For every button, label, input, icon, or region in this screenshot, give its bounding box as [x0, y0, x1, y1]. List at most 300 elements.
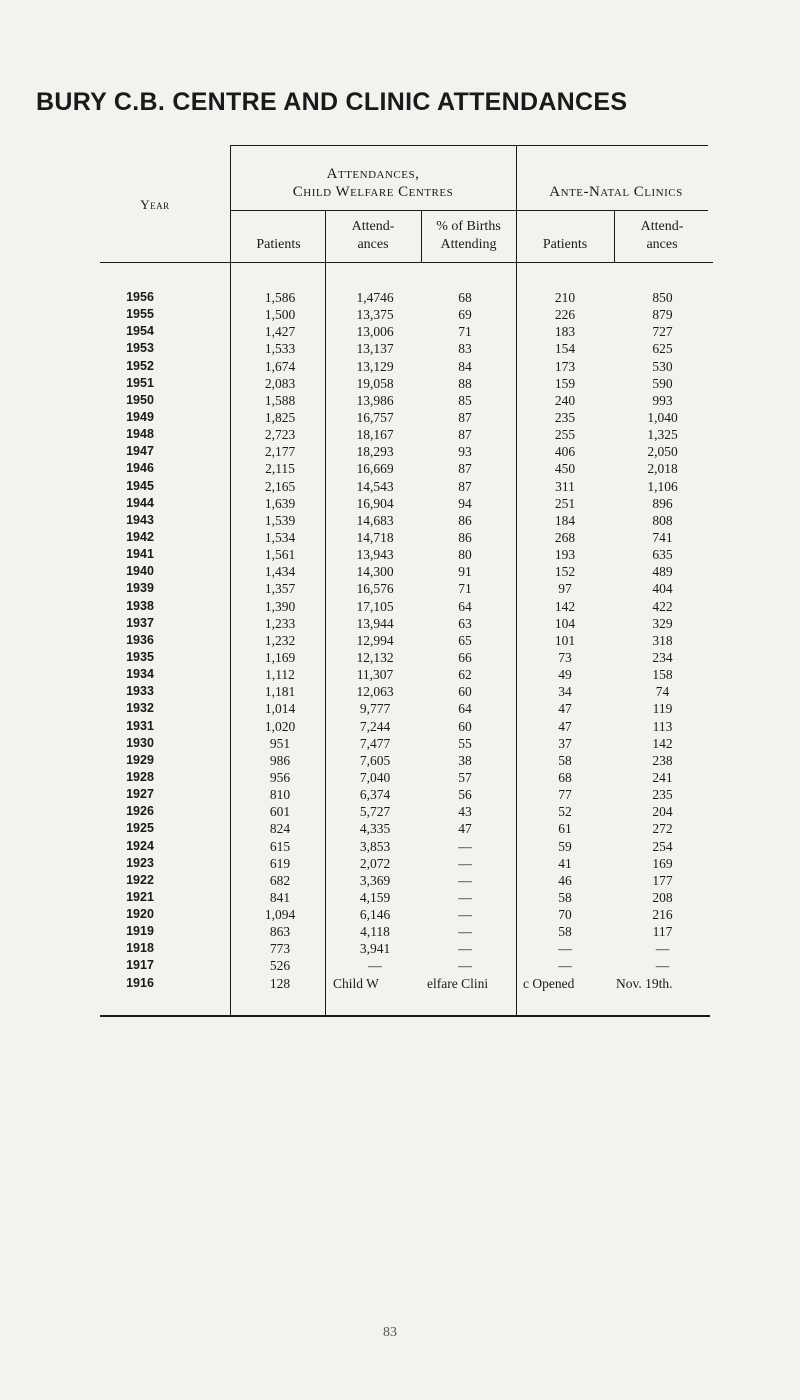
- anc-patients-cell: 61: [558, 821, 572, 837]
- anc-patients-cell: 37: [558, 735, 572, 751]
- cwc-attendances-cell: 3,369: [359, 872, 391, 888]
- anc-attendances-cell: 234: [652, 649, 673, 665]
- pct-births-cell: 84: [458, 358, 472, 374]
- year-cell: 1917: [126, 958, 154, 973]
- anc-attendances-cell: 117: [652, 924, 673, 940]
- anc-patients-cell: 240: [554, 392, 576, 408]
- cwc-patients-cell: 1,094: [264, 907, 296, 923]
- anc-attendances-cell: —: [655, 958, 670, 974]
- clinic-opened-note-part: c Opened: [523, 975, 575, 991]
- pct-births-cell: 71: [458, 581, 472, 597]
- anc-patients-cell: 255: [554, 427, 576, 443]
- cwc-attendances-cell: 16,576: [356, 581, 394, 597]
- cwc-attendances-cell: 7,477: [359, 735, 391, 751]
- anc-patients-cell: 97: [558, 581, 572, 597]
- table-row: [0, 580, 800, 597]
- anc-patients-cell: 154: [554, 341, 576, 357]
- pct-births-cell: —: [458, 941, 472, 957]
- year-cell: 1927: [126, 787, 154, 802]
- pct-births-cell: 47: [458, 821, 472, 837]
- pct-births-cell: 63: [458, 615, 472, 631]
- anc-attendances-cell: 530: [652, 358, 673, 374]
- pct-births-cell: 60: [458, 718, 472, 734]
- table-row: [0, 546, 800, 563]
- year-cell: 1938: [126, 598, 154, 613]
- table-row: [0, 615, 800, 632]
- year-cell: 1933: [126, 684, 154, 699]
- cwc-patients-cell: 1,232: [264, 632, 296, 648]
- table-row: [0, 906, 800, 923]
- anc-attendances-cell: 489: [652, 564, 673, 580]
- anc-patients-header: Patients: [542, 237, 588, 252]
- anc-attendances-cell: 74: [655, 684, 670, 700]
- anc-attendances-cell: 204: [652, 804, 673, 820]
- cwc-attendances-cell: 14,683: [356, 512, 394, 528]
- anc-patients-cell: 52: [558, 804, 572, 820]
- cwc-attendances-cell: 18,167: [356, 427, 394, 443]
- cwc-patients-cell: 841: [269, 889, 291, 905]
- anc-attendances-cell: 850: [652, 290, 673, 305]
- pct-births-cell: 71: [458, 324, 472, 340]
- table-row: [0, 495, 800, 512]
- cwc-patients-cell: 1,390: [264, 598, 296, 614]
- pct-births-cell: 87: [458, 478, 472, 494]
- pct-births-cell: 66: [458, 649, 472, 665]
- anc-patients-cell: 49: [558, 667, 572, 683]
- cwc-patients-cell: 810: [269, 787, 291, 803]
- cwc-attendances-cell: 12,063: [356, 684, 394, 700]
- cwc-patients-cell: 1,534: [264, 529, 296, 545]
- cwc-patients-cell: 1,500: [264, 307, 296, 323]
- cwc-attendances-cell: 4,159: [359, 889, 391, 905]
- cwc-attendances-cell: 13,129: [356, 358, 394, 374]
- pct-births-cell: 65: [458, 632, 472, 648]
- year-cell: 1918: [126, 941, 154, 956]
- cwc-group-header-line2: Child Welfare Centres: [292, 184, 454, 200]
- anc-attendances-cell: 1,040: [647, 409, 678, 425]
- pct-births-header-line1: % of Births: [436, 219, 501, 234]
- year-cell: 1943: [126, 512, 154, 527]
- pct-births-cell: —: [458, 907, 472, 923]
- cwc-attendances-cell: 13,943: [356, 547, 394, 563]
- anc-attendances-cell: 142: [652, 735, 673, 751]
- table-row: [0, 375, 800, 392]
- cwc-patients-cell: 128: [269, 975, 291, 991]
- cwc-patients-cell: 1,825: [264, 409, 296, 425]
- year-cell: 1954: [126, 324, 154, 339]
- table-row: [0, 443, 800, 460]
- cwc-patients-header: Patients: [256, 237, 301, 252]
- year-cell: 1939: [126, 581, 154, 596]
- year-cell: 1926: [126, 804, 154, 819]
- cwc-patients-cell: 1,020: [264, 718, 296, 734]
- pct-births-cell: 64: [458, 701, 472, 717]
- clinic-opened-note-part: Child W: [333, 975, 379, 991]
- table-row: [0, 289, 800, 306]
- cwc-attendances-cell: 6,374: [359, 787, 391, 803]
- anc-attendances-cell: 119: [652, 701, 673, 717]
- anc-patients-cell: 184: [554, 512, 576, 528]
- cwc-patients-cell: 1,181: [264, 684, 296, 700]
- anc-patients-cell: 58: [558, 752, 572, 768]
- cwc-attendances-cell: 16,757: [356, 409, 394, 425]
- anc-patients-cell: 58: [558, 889, 572, 905]
- year-cell: 1947: [126, 444, 154, 459]
- anc-patients-cell: 311: [555, 478, 575, 494]
- anc-attendances-cell: 169: [652, 855, 673, 871]
- anc-patients-cell: 41: [558, 855, 572, 871]
- cwc-patients-cell: 1,586: [264, 290, 296, 305]
- pct-births-cell: 56: [458, 787, 472, 803]
- year-cell: 1929: [126, 752, 154, 767]
- cwc-patients-cell: 2,723: [264, 427, 296, 443]
- anc-patients-cell: 193: [554, 547, 576, 563]
- pct-births-cell: 38: [458, 752, 472, 768]
- year-cell: 1953: [126, 341, 154, 356]
- anc-attendances-cell: 208: [652, 889, 673, 905]
- year-cell: 1956: [126, 290, 154, 304]
- anc-attendances-cell: 254: [652, 838, 673, 854]
- year-cell: 1950: [126, 392, 154, 407]
- page-title: BURY C.B. CENTRE AND CLINIC ATTENDANCES: [36, 88, 628, 116]
- cwc-attendances-cell: 14,718: [356, 529, 394, 545]
- anc-patients-cell: 159: [554, 375, 576, 391]
- anc-patients-cell: 226: [554, 307, 576, 323]
- cwc-attendances-cell: 3,853: [359, 838, 391, 854]
- year-cell: 1916: [126, 975, 154, 990]
- anc-attendances-cell: 2,050: [647, 444, 678, 460]
- cwc-attendances-cell: 13,944: [356, 615, 394, 631]
- anc-patients-cell: 46: [558, 872, 572, 888]
- year-cell: 1931: [126, 718, 154, 733]
- pct-births-cell: 64: [458, 598, 472, 614]
- anc-attendances-cell: 238: [652, 752, 673, 768]
- table-row-final: [0, 975, 800, 992]
- anc-attendances-cell: 318: [652, 632, 673, 648]
- table-row: [0, 358, 800, 375]
- anc-attendances-cell: 177: [652, 872, 673, 888]
- cwc-attendances-cell: 2,072: [359, 855, 391, 871]
- anc-attendances-cell: 158: [652, 667, 673, 683]
- pct-births-cell: 87: [458, 461, 472, 477]
- cwc-patients-cell: 1,233: [264, 615, 296, 631]
- cwc-patients-cell: 1,434: [264, 564, 296, 580]
- anc-patients-cell: 183: [554, 324, 576, 340]
- pct-births-cell: 87: [458, 409, 472, 425]
- anc-attendances-cell: 590: [652, 375, 673, 391]
- cwc-patients-cell: 1,357: [264, 581, 296, 597]
- cwc-group-header-line1: Attendances,: [326, 166, 420, 182]
- cwc-patients-cell: 601: [269, 804, 291, 820]
- cwc-attendances-cell: 16,669: [356, 461, 394, 477]
- cwc-patients-cell: 986: [269, 752, 291, 768]
- cwc-attendances-cell: 11,307: [356, 667, 394, 683]
- anc-patients-cell: 142: [554, 598, 576, 614]
- cwc-patients-cell: 2,165: [264, 478, 296, 494]
- cwc-patients-cell: 2,083: [264, 375, 296, 391]
- year-cell: 1920: [126, 907, 154, 922]
- year-cell: 1944: [126, 495, 154, 510]
- year-cell: 1940: [126, 564, 154, 579]
- table-row: [0, 889, 800, 906]
- year-cell: 1955: [126, 307, 154, 322]
- table-row: [0, 872, 800, 889]
- anc-patients-cell: 210: [554, 290, 576, 305]
- cwc-attendances-cell: —: [368, 958, 382, 974]
- cwc-attendances-cell: 16,904: [356, 495, 394, 511]
- anc-patients-cell: 450: [554, 461, 576, 477]
- anc-patients-cell: 406: [554, 444, 576, 460]
- anc-attendances-cell: 241: [652, 769, 673, 785]
- cwc-attendances-cell: 13,006: [356, 324, 394, 340]
- table-row: [0, 306, 800, 323]
- anc-attendances-header-line2: ances: [646, 237, 678, 252]
- anc-attendances-cell: 1,325: [647, 427, 678, 443]
- anc-attendances-cell: 879: [652, 307, 673, 323]
- table-row: [0, 786, 800, 803]
- table-row: [0, 718, 800, 735]
- table-row: [0, 409, 800, 426]
- anc-patients-cell: 59: [558, 838, 572, 854]
- anc-attendances-cell: 216: [652, 907, 673, 923]
- year-cell: 1951: [126, 375, 154, 390]
- year-cell: 1936: [126, 632, 154, 647]
- anc-patients-cell: 73: [558, 649, 572, 665]
- cwc-patients-cell: 824: [269, 821, 291, 837]
- pct-births-cell: 80: [458, 547, 472, 563]
- table-row: [0, 700, 800, 717]
- cwc-attendances-cell: 12,132: [356, 649, 394, 665]
- table-row: [0, 940, 800, 957]
- pct-births-cell: 86: [458, 529, 472, 545]
- cwc-attendances-cell: 4,335: [359, 821, 391, 837]
- anc-attendances-cell: 404: [652, 581, 673, 597]
- table-row: [0, 632, 800, 649]
- table-row: [0, 649, 800, 666]
- year-cell: 1945: [126, 478, 154, 493]
- year-cell: 1952: [126, 358, 154, 373]
- cwc-patients-cell: 956: [269, 769, 291, 785]
- anc-attendances-cell: 635: [652, 547, 673, 563]
- year-header: Year: [140, 197, 170, 212]
- anc-patients-cell: 47: [558, 718, 572, 734]
- anc-patients-cell: —: [558, 958, 572, 974]
- cwc-patients-cell: 863: [269, 924, 291, 940]
- pct-births-cell: 86: [458, 512, 472, 528]
- cwc-patients-cell: 2,115: [265, 461, 295, 477]
- table-row: [0, 563, 800, 580]
- table-top-rule: [230, 145, 708, 146]
- pct-births-cell: 43: [458, 804, 472, 820]
- table-row: [0, 735, 800, 752]
- pct-births-cell: 68: [458, 290, 472, 305]
- anc-patients-cell: 70: [558, 907, 572, 923]
- cwc-attendances-cell: 12,994: [356, 632, 394, 648]
- anc-patients-cell: 251: [554, 495, 576, 511]
- table-row: [0, 460, 800, 477]
- anc-patients-cell: —: [558, 941, 572, 957]
- cwc-attendances-cell: 18,293: [356, 444, 394, 460]
- cwc-attendances-cell: 4,118: [360, 924, 390, 940]
- cwc-attendances-cell: 3,941: [359, 941, 391, 957]
- pct-births-cell: 55: [458, 735, 472, 751]
- clinic-opened-note-part: Nov. 19th.: [616, 975, 673, 991]
- year-cell: 1937: [126, 615, 154, 630]
- cwc-attendances-cell: 1,4746: [356, 290, 394, 305]
- cwc-attendances-cell: 13,137: [356, 341, 394, 357]
- anc-patients-cell: 68: [558, 769, 572, 785]
- table-row: [0, 323, 800, 340]
- pct-births-cell: 62: [458, 667, 472, 683]
- pct-births-cell: 87: [458, 427, 472, 443]
- cwc-patients-cell: 1,539: [264, 512, 296, 528]
- anc-patients-cell: 104: [554, 615, 576, 631]
- pct-births-cell: 93: [458, 444, 472, 460]
- table-row: [0, 598, 800, 615]
- year-cell: 1932: [126, 701, 154, 716]
- cwc-attendances-cell: 6,146: [359, 907, 391, 923]
- table-row: [0, 820, 800, 837]
- cwc-attendances-cell: 7,244: [359, 718, 391, 734]
- cwc-patients-cell: 1,588: [264, 392, 296, 408]
- year-cell: 1925: [126, 821, 154, 836]
- anc-patients-cell: 101: [554, 632, 576, 648]
- pct-births-cell: 94: [458, 495, 472, 511]
- table-subgroup-rule: [230, 210, 708, 211]
- table-row: [0, 923, 800, 940]
- cwc-attendances-header-line1: Attend-: [351, 219, 395, 234]
- year-cell: 1930: [126, 735, 154, 750]
- cwc-patients-cell: 682: [269, 872, 291, 888]
- year-cell: 1924: [126, 838, 154, 853]
- pct-births-cell: —: [458, 924, 472, 940]
- header-bottom-rule: [100, 262, 713, 263]
- pct-births-cell: 60: [458, 684, 472, 700]
- anc-attendances-cell: 808: [652, 512, 673, 528]
- cwc-attendances-cell: 9,777: [359, 701, 391, 717]
- anc-attendances-cell: 727: [652, 324, 673, 340]
- pct-births-cell: —: [458, 855, 472, 871]
- cwc-attendances-cell: 7,040: [359, 769, 391, 785]
- pct-births-cell: 88: [458, 375, 472, 391]
- cwc-attendances-cell: 14,300: [356, 564, 394, 580]
- cwc-patients-cell: 951: [269, 735, 291, 751]
- year-cell: 1921: [126, 889, 154, 904]
- cwc-attendances-cell: 5,727: [359, 804, 391, 820]
- pct-births-header-line2: Attending: [440, 237, 497, 252]
- cwc-attendances-cell: 7,605: [359, 752, 391, 768]
- cwc-patients-cell: 619: [269, 855, 291, 871]
- table-bottom-rule: [100, 1015, 710, 1017]
- pct-births-cell: —: [458, 889, 472, 905]
- pct-births-cell: 83: [458, 341, 472, 357]
- cwc-patients-cell: 1,112: [265, 667, 295, 683]
- cwc-patients-cell: 1,639: [264, 495, 296, 511]
- anc-patients-cell: 173: [554, 358, 576, 374]
- cwc-patients-cell: 1,533: [264, 341, 296, 357]
- year-cell: 1946: [126, 461, 154, 476]
- anc-attendances-cell: 1,106: [647, 478, 678, 494]
- cwc-patients-cell: 526: [269, 958, 291, 974]
- year-cell: 1942: [126, 529, 154, 544]
- year-cell: 1919: [126, 924, 154, 939]
- cwc-patients-cell: 615: [269, 838, 291, 854]
- year-cell: 1948: [126, 427, 154, 442]
- cwc-attendances-cell: 19,058: [356, 375, 394, 391]
- anc-patients-cell: 268: [554, 529, 576, 545]
- anc-attendances-cell: 113: [652, 718, 673, 734]
- cwc-attendances-cell: 13,986: [356, 392, 394, 408]
- year-cell: 1934: [126, 667, 154, 682]
- pct-births-cell: 85: [458, 392, 472, 408]
- cwc-patients-cell: 1,674: [264, 358, 296, 374]
- cwc-attendances-cell: 17,105: [356, 598, 394, 614]
- year-cell: 1922: [126, 872, 154, 887]
- year-cell: 1928: [126, 769, 154, 784]
- anc-patients-cell: 58: [558, 924, 572, 940]
- cwc-patients-cell: 1,169: [264, 649, 296, 665]
- table-row: [0, 769, 800, 786]
- cwc-patients-cell: 1,014: [264, 701, 296, 717]
- anc-attendances-cell: 896: [652, 495, 673, 511]
- anc-attendances-cell: 235: [652, 787, 673, 803]
- cwc-patients-cell: 1,561: [264, 547, 296, 563]
- anc-patients-cell: 77: [558, 787, 572, 803]
- clinic-opened-note-part: elfare Clini: [427, 975, 489, 991]
- anc-attendances-cell: 993: [652, 392, 673, 408]
- cwc-patients-cell: 773: [269, 941, 291, 957]
- anc-patients-cell: 152: [554, 564, 576, 580]
- anc-attendances-cell: 272: [652, 821, 673, 837]
- table-row: [0, 957, 800, 974]
- anc-attendances-cell: 422: [652, 598, 673, 614]
- table-row: [0, 752, 800, 769]
- pct-births-cell: 69: [458, 307, 472, 323]
- anc-attendances-cell: 741: [652, 529, 673, 545]
- anc-patients-cell: 47: [558, 701, 572, 717]
- table-row: [0, 340, 800, 357]
- table-row: [0, 478, 800, 495]
- year-cell: 1935: [126, 649, 154, 664]
- table-row: [0, 666, 800, 683]
- table-row: [0, 392, 800, 409]
- pct-births-cell: —: [458, 838, 472, 854]
- table-body: [0, 289, 800, 992]
- year-cell: 1923: [126, 855, 154, 870]
- anc-attendances-cell: 625: [652, 341, 673, 357]
- table-row: [0, 512, 800, 529]
- anc-attendances-cell: 2,018: [647, 461, 678, 477]
- cwc-attendances-cell: 13,375: [356, 307, 394, 323]
- cwc-attendances-cell: 14,543: [356, 478, 394, 494]
- pct-births-cell: —: [458, 958, 472, 974]
- anc-group-header: Ante-Natal Clinics: [549, 184, 683, 200]
- anc-attendances-cell: —: [655, 941, 670, 957]
- cwc-patients-cell: 1,427: [264, 324, 296, 340]
- table-row: [0, 426, 800, 443]
- cwc-attendances-header-line2: ances: [357, 237, 389, 252]
- table-row: [0, 838, 800, 855]
- anc-patients-cell: 235: [554, 409, 576, 425]
- page-number: 83: [383, 1325, 397, 1340]
- anc-attendances-cell: 329: [652, 615, 673, 631]
- pct-births-cell: 57: [458, 769, 472, 785]
- pct-births-cell: 91: [458, 564, 472, 580]
- table-row: [0, 683, 800, 700]
- cwc-patients-cell: 2,177: [264, 444, 296, 460]
- anc-attendances-header-line1: Attend-: [640, 219, 684, 234]
- table-row: [0, 529, 800, 546]
